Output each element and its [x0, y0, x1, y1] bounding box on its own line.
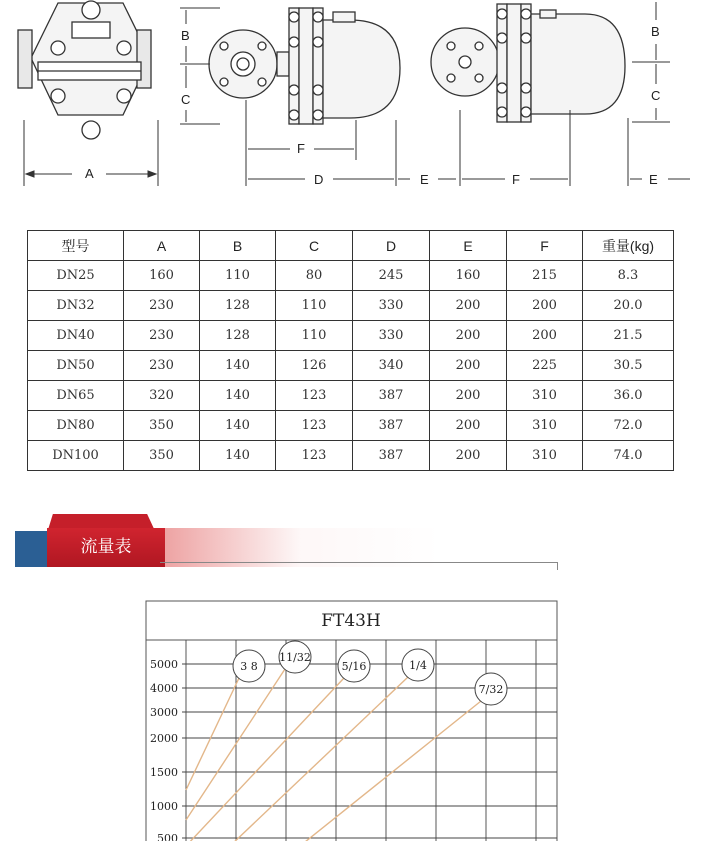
dim-label-c: C [181, 92, 191, 107]
flow-chart [0, 590, 703, 841]
value-cell: 30.5 [583, 351, 674, 381]
section-divider [160, 562, 558, 563]
value-cell: 110 [276, 321, 353, 351]
value-cell: 230 [124, 321, 200, 351]
value-cell: 245 [353, 261, 430, 291]
value-cell: 200 [430, 411, 507, 441]
table-row [28, 321, 674, 351]
value-cell: 110 [276, 291, 353, 321]
value-cell: 123 [276, 381, 353, 411]
table-header-cell: C [276, 231, 353, 261]
model-cell: DN65 [28, 381, 124, 411]
curve-label: 11/32 [279, 651, 311, 664]
section-accent-block [15, 531, 49, 567]
table-header-cell: 型号 [28, 231, 124, 261]
value-cell: 123 [276, 411, 353, 441]
dim-label-c-right: C [651, 88, 661, 103]
trap-front-view [18, 1, 151, 139]
value-cell: 128 [200, 321, 276, 351]
dimension-table [27, 230, 674, 471]
table-row [28, 441, 674, 471]
value-cell: 110 [200, 261, 276, 291]
value-cell: 21.5 [583, 321, 674, 351]
value-cell: 200 [430, 321, 507, 351]
table-header-cell: 重量(kg) [583, 231, 674, 261]
y-tick-label: 3000 [150, 706, 178, 719]
value-cell: 230 [124, 291, 200, 321]
value-cell: 320 [124, 381, 200, 411]
dim-label-b: B [181, 28, 190, 43]
model-cell: DN32 [28, 291, 124, 321]
dim-label-e-right: E [649, 172, 658, 187]
dim-label-a: A [85, 166, 94, 181]
value-cell: 123 [276, 441, 353, 471]
y-tick-label: 2000 [150, 732, 178, 745]
value-cell: 128 [200, 291, 276, 321]
table-row [28, 381, 674, 411]
value-cell: 350 [124, 441, 200, 471]
value-cell: 310 [507, 441, 583, 471]
table-header-cell: A [124, 231, 200, 261]
curve-label: 1/4 [409, 659, 427, 672]
table-header-cell: F [507, 231, 583, 261]
y-tick-label: 500 [157, 832, 178, 841]
dim-label-f-right: F [512, 172, 520, 187]
curve-label: 5/16 [341, 660, 367, 673]
table-header-cell: E [430, 231, 507, 261]
value-cell: 350 [124, 411, 200, 441]
model-cell: DN50 [28, 351, 124, 381]
curve-label: 7/32 [478, 683, 504, 696]
value-cell: 340 [353, 351, 430, 381]
value-cell: 126 [276, 351, 353, 381]
dim-label-d: D [314, 172, 324, 187]
value-cell: 230 [124, 351, 200, 381]
value-cell: 80 [276, 261, 353, 291]
y-tick-label: 5000 [150, 658, 178, 671]
value-cell: 72.0 [583, 411, 674, 441]
value-cell: 200 [430, 291, 507, 321]
table-header-row [28, 231, 674, 261]
value-cell: 140 [200, 381, 276, 411]
value-cell: 215 [507, 261, 583, 291]
table-row [28, 291, 674, 321]
dim-label-e: E [420, 172, 429, 187]
value-cell: 200 [507, 291, 583, 321]
dimension-drawing [0, 0, 703, 200]
table-row [28, 351, 674, 381]
value-cell: 387 [353, 381, 430, 411]
y-tick-label: 1000 [150, 800, 178, 813]
model-cell: DN80 [28, 411, 124, 441]
value-cell: 387 [353, 441, 430, 471]
value-cell: 140 [200, 411, 276, 441]
curve-label: 3 8 [240, 660, 258, 673]
chart-title: FT43H [321, 611, 381, 631]
dim-label-f: F [297, 141, 305, 156]
table-row [28, 261, 674, 291]
value-cell: 140 [200, 351, 276, 381]
dim-label-b-right: B [651, 24, 660, 39]
value-cell: 74.0 [583, 441, 674, 471]
y-tick-label: 4000 [150, 682, 178, 695]
value-cell: 36.0 [583, 381, 674, 411]
value-cell: 200 [507, 321, 583, 351]
model-cell: DN100 [28, 441, 124, 471]
value-cell: 160 [430, 261, 507, 291]
value-cell: 200 [430, 441, 507, 471]
trap-rear-view [431, 4, 625, 122]
value-cell: 200 [430, 381, 507, 411]
value-cell: 225 [507, 351, 583, 381]
value-cell: 140 [200, 441, 276, 471]
value-cell: 330 [353, 291, 430, 321]
table-row [28, 411, 674, 441]
value-cell: 8.3 [583, 261, 674, 291]
model-cell: DN25 [28, 261, 124, 291]
value-cell: 310 [507, 411, 583, 441]
value-cell: 160 [124, 261, 200, 291]
model-cell: DN40 [28, 321, 124, 351]
value-cell: 200 [430, 351, 507, 381]
trap-side-view [209, 8, 400, 124]
table-header-cell: D [353, 231, 430, 261]
table-header-cell: B [200, 231, 276, 261]
value-cell: 387 [353, 411, 430, 441]
section-title: 流量表 [80, 537, 132, 557]
value-cell: 330 [353, 321, 430, 351]
value-cell: 20.0 [583, 291, 674, 321]
value-cell: 310 [507, 381, 583, 411]
y-tick-label: 1500 [150, 766, 178, 779]
